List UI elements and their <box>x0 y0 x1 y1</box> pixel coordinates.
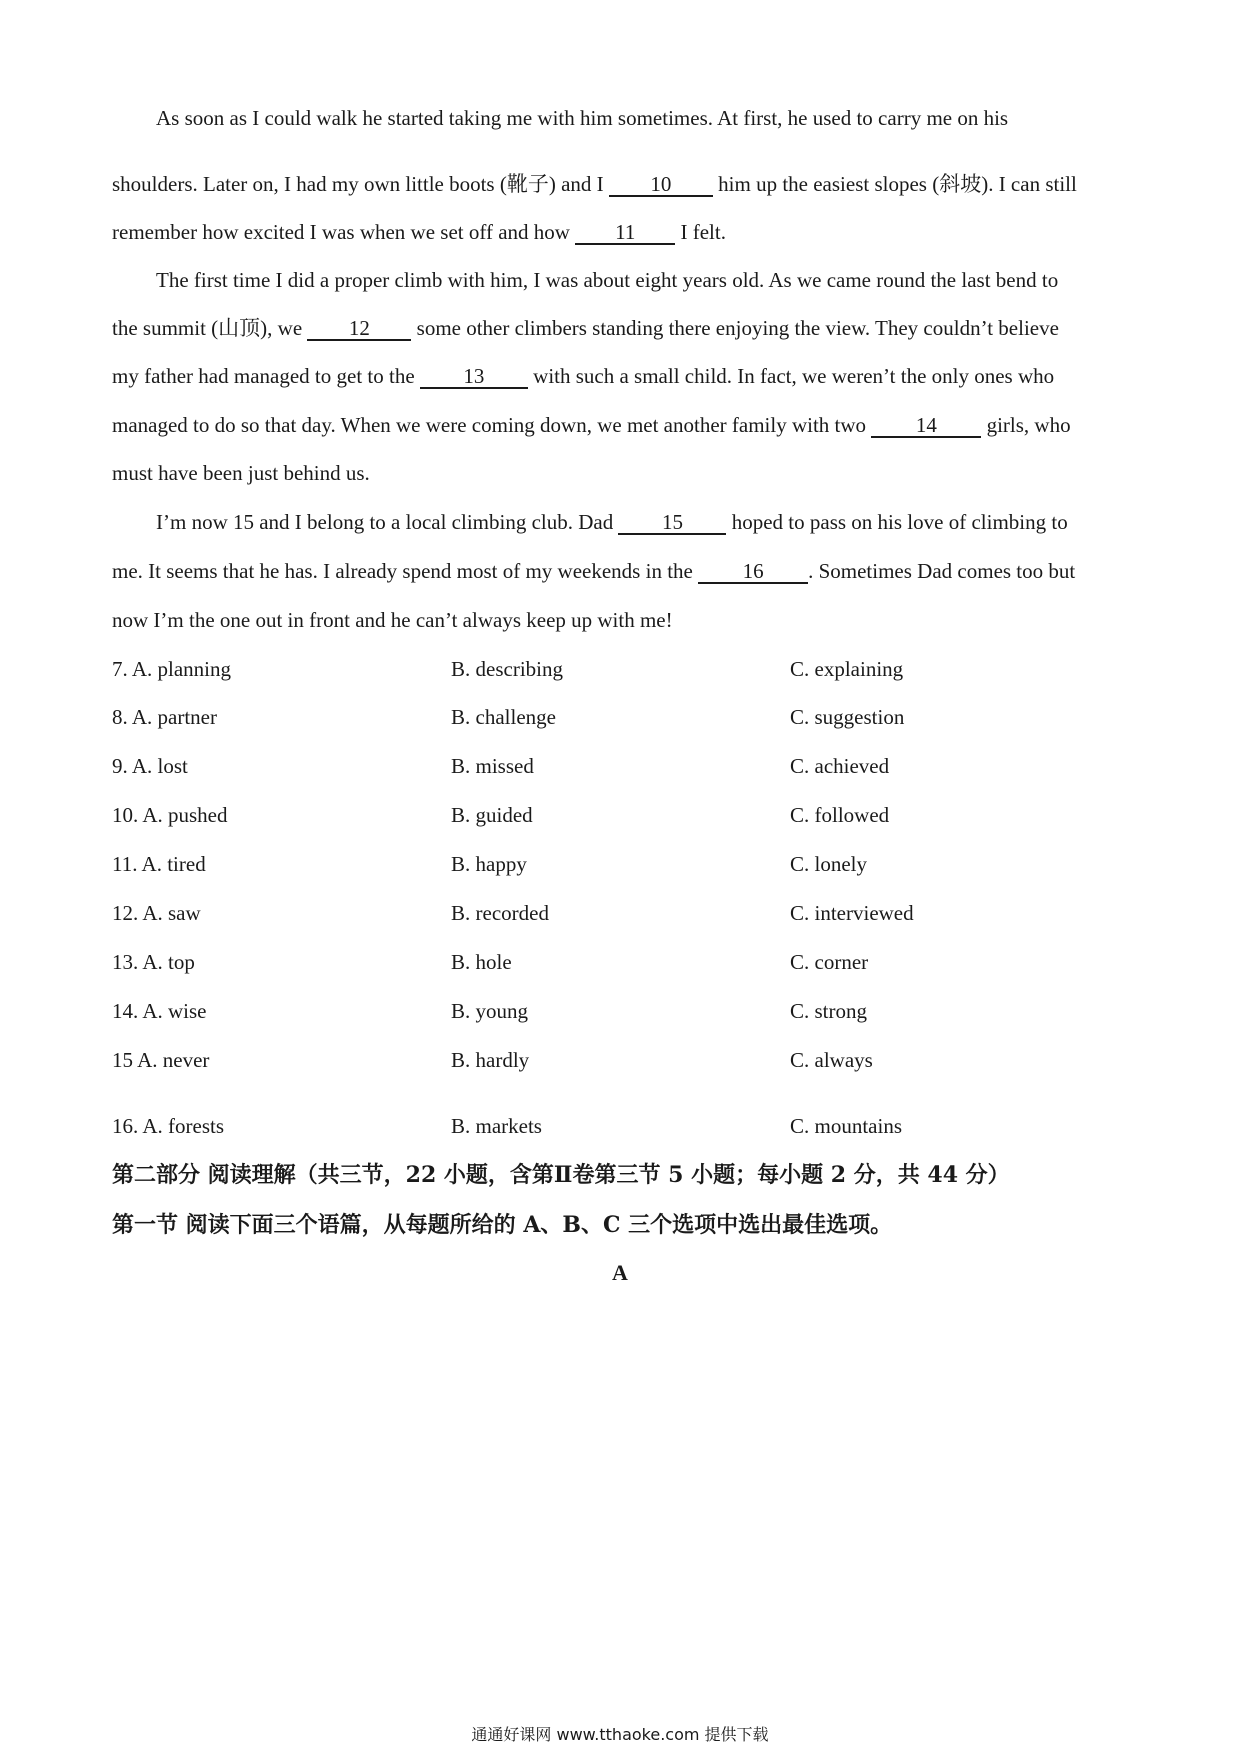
part-two-heading: 第二部分 阅读理解（共三节，22 小题，含第Ⅱ卷第三节 5 小题；每小题 2 分，共 44 分） <box>112 1162 1010 1188</box>
option-c: C. strong <box>790 999 868 1023</box>
option-a: 11. A. tired <box>112 852 206 876</box>
passage-text: the summit (山顶), we <box>112 316 308 340</box>
option-c: C. always <box>790 1048 873 1072</box>
option-b: B. describing <box>451 657 563 681</box>
option-a: 7. A. planning <box>112 657 231 681</box>
option-b: B. hardly <box>451 1048 530 1072</box>
passage-line <box>156 508 1068 536</box>
option-c: C. suggestion <box>790 705 905 729</box>
passage-line <box>112 218 726 246</box>
blank-13: 13 <box>420 365 528 389</box>
passage-text: my father had managed to get to the <box>112 364 420 388</box>
option-c: C. followed <box>790 803 890 827</box>
passage-text: shoulders. Later on, I had my own little boots (靴子) and I <box>112 172 609 196</box>
option-b: B. recorded <box>451 901 549 925</box>
page-footer: 通通好课网 www.tthaoke.com 提供下载 <box>471 1725 769 1744</box>
blank-10: 10 <box>609 173 713 197</box>
option-c: C. lonely <box>790 852 867 876</box>
option-b: B. hole <box>451 950 512 974</box>
passage-line <box>112 459 370 487</box>
passage-text: with such a small child. In fact, we weren’t the only ones who <box>527 364 1055 388</box>
passage-text: I’m now 15 and I belong to a local climbing club. Dad <box>156 510 619 534</box>
option-b: B. guided <box>451 803 533 827</box>
passage-letter-heading: A <box>612 1260 628 1285</box>
option-b: B. markets <box>451 1114 542 1138</box>
option-a: 12. A. saw <box>112 901 201 925</box>
section-one-heading: 第一节 阅读下面三个语篇，从每题所给的 A、B、C 三个选项中选出最佳选项。 <box>112 1212 893 1238</box>
option-b: B. challenge <box>451 705 556 729</box>
passage-line <box>156 266 1058 294</box>
passage-text: hoped to pass on his love of climbing to <box>726 510 1068 534</box>
option-a: 8. A. partner <box>112 705 217 729</box>
blank-11: 11 <box>575 221 675 245</box>
passage-text: managed to do so that day. When we were coming down, we met another family with two <box>112 413 872 437</box>
option-a: 10. A. pushed <box>112 803 228 827</box>
passage-line <box>112 557 1075 585</box>
passage-line <box>112 411 1071 439</box>
option-b: B. young <box>451 999 529 1023</box>
passage-text: girls, who <box>981 413 1071 437</box>
option-c: C. interviewed <box>790 901 914 925</box>
blank-12: 12 <box>307 317 411 341</box>
passage-text: me. It seems that he has. I already spend most of my weekends in the <box>112 559 699 583</box>
option-c: C. explaining <box>790 657 904 681</box>
option-a: 14. A. wise <box>112 999 207 1023</box>
passage-text: I felt. <box>675 220 726 244</box>
passage-text: must have been just behind us. <box>112 461 370 485</box>
blank-14: 14 <box>871 414 981 438</box>
passage-text: him up the easiest slopes (斜坡). I can still <box>712 172 1077 196</box>
option-b: B. missed <box>451 754 534 778</box>
blank-16: 16 <box>698 560 808 584</box>
option-b: B. happy <box>451 852 527 876</box>
option-a: 15 A. never <box>112 1048 210 1072</box>
passage-text: some other climbers standing there enjoying the view. They couldn’t believe <box>411 316 1059 340</box>
option-a: 16. A. forests <box>112 1114 224 1138</box>
passage-text: The first time I did a proper climb with him, I was about eight years old. As we came round the last bend to <box>156 268 1059 292</box>
passage-text: remember how excited I was when we set off and how <box>112 220 576 244</box>
passage-line <box>156 104 1008 132</box>
option-c: C. corner <box>790 950 869 974</box>
passage-line <box>112 606 673 634</box>
passage-line <box>112 314 1059 342</box>
option-c: C. mountains <box>790 1114 903 1138</box>
passage-line <box>112 362 1054 390</box>
passage-text: . Sometimes Dad comes too but <box>808 559 1076 583</box>
passage-line <box>112 170 1077 198</box>
blank-15: 15 <box>618 511 726 535</box>
option-a: 13. A. top <box>112 950 195 974</box>
option-a: 9. A. lost <box>112 754 188 778</box>
passage-text: now I’m the one out in front and he can’t always keep up with me! <box>112 608 673 632</box>
passage-text: As soon as I could walk he started taking me with him sometimes. At first, he used to carry me on his <box>156 106 1009 130</box>
option-c: C. achieved <box>790 754 890 778</box>
